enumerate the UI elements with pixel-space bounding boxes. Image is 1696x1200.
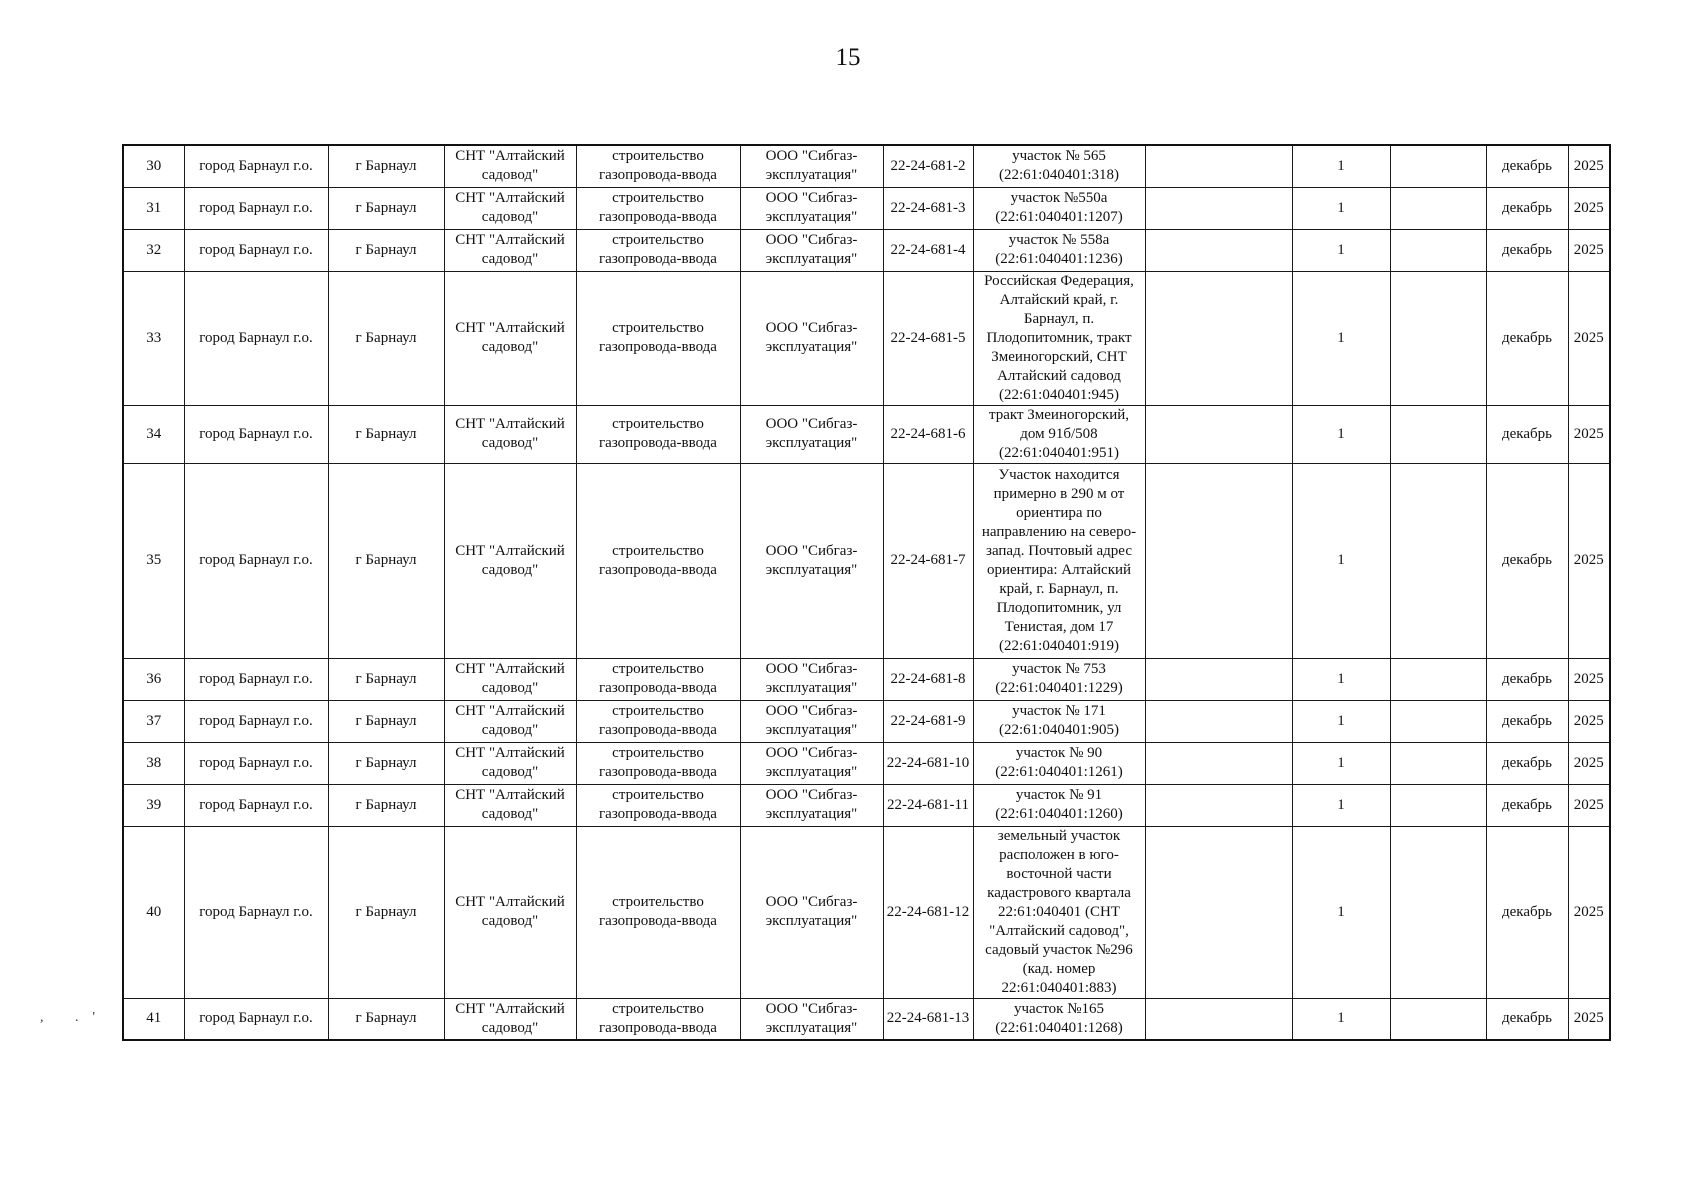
organization-cell: ООО "Сибгаз-эксплуатация" bbox=[740, 784, 883, 826]
work-type-cell: строительство газопровода-ввода bbox=[576, 742, 740, 784]
empty-cell bbox=[1390, 187, 1486, 229]
year-cell: 2025 bbox=[1568, 271, 1610, 405]
table-row bbox=[123, 700, 1610, 742]
empty-cell bbox=[1145, 145, 1292, 187]
year-cell: 2025 bbox=[1568, 998, 1610, 1040]
month-cell: декабрь bbox=[1486, 145, 1568, 187]
year-cell: 2025 bbox=[1568, 405, 1610, 463]
row-number-cell: 34 bbox=[123, 405, 184, 463]
location-cell: СНТ "Алтайский садовод" bbox=[444, 271, 576, 405]
table-row bbox=[123, 271, 1610, 405]
row-number-cell: 38 bbox=[123, 742, 184, 784]
location-cell: СНТ "Алтайский садовод" bbox=[444, 229, 576, 271]
municipality-cell: город Барнаул г.о. bbox=[184, 463, 328, 658]
row-number-cell: 32 bbox=[123, 229, 184, 271]
row-number-cell: 30 bbox=[123, 145, 184, 187]
settlement-cell: г Барнаул bbox=[328, 784, 444, 826]
code-cell: 22-24-681-6 bbox=[883, 405, 973, 463]
address-cell: участок № 753 (22:61:040401:1229) bbox=[973, 658, 1145, 700]
organization-cell: ООО "Сибгаз-эксплуатация" bbox=[740, 463, 883, 658]
month-cell: декабрь bbox=[1486, 742, 1568, 784]
empty-cell bbox=[1145, 784, 1292, 826]
municipality-cell: город Барнаул г.о. bbox=[184, 700, 328, 742]
address-cell: участок № 90 (22:61:040401:1261) bbox=[973, 742, 1145, 784]
row-number-cell: 40 bbox=[123, 826, 184, 998]
empty-cell bbox=[1390, 998, 1486, 1040]
table-row bbox=[123, 229, 1610, 271]
settlement-cell: г Барнаул bbox=[328, 742, 444, 784]
code-cell: 22-24-681-3 bbox=[883, 187, 973, 229]
location-cell: СНТ "Алтайский садовод" bbox=[444, 784, 576, 826]
month-cell: декабрь bbox=[1486, 463, 1568, 658]
address-cell: земельный участок расположен в юго-восточной части кадастрового квартала 22:61:040401 (СНТ "Алтайский садовод", садовый участок №296 (кад. номер 22:61:040401:883) bbox=[973, 826, 1145, 998]
empty-cell bbox=[1390, 463, 1486, 658]
address-cell: участок №550а (22:61:040401:1207) bbox=[973, 187, 1145, 229]
work-type-cell: строительство газопровода-ввода bbox=[576, 145, 740, 187]
empty-cell bbox=[1145, 405, 1292, 463]
month-cell: декабрь bbox=[1486, 784, 1568, 826]
organization-cell: ООО "Сибгаз-эксплуатация" bbox=[740, 187, 883, 229]
year-cell: 2025 bbox=[1568, 463, 1610, 658]
settlement-cell: г Барнаул bbox=[328, 405, 444, 463]
municipality-cell: город Барнаул г.о. bbox=[184, 998, 328, 1040]
organization-cell: ООО "Сибгаз-эксплуатация" bbox=[740, 405, 883, 463]
work-type-cell: строительство газопровода-ввода bbox=[576, 658, 740, 700]
location-cell: СНТ "Алтайский садовод" bbox=[444, 145, 576, 187]
month-cell: декабрь bbox=[1486, 271, 1568, 405]
year-cell: 2025 bbox=[1568, 229, 1610, 271]
work-type-cell: строительство газопровода-ввода bbox=[576, 700, 740, 742]
table-row bbox=[123, 784, 1610, 826]
stray-marks: , .' bbox=[40, 1010, 110, 1025]
empty-cell bbox=[1145, 271, 1292, 405]
empty-cell bbox=[1390, 658, 1486, 700]
quantity-cell: 1 bbox=[1292, 187, 1390, 229]
empty-cell bbox=[1145, 826, 1292, 998]
quantity-cell: 1 bbox=[1292, 229, 1390, 271]
location-cell: СНТ "Алтайский садовод" bbox=[444, 998, 576, 1040]
quantity-cell: 1 bbox=[1292, 463, 1390, 658]
empty-cell bbox=[1390, 145, 1486, 187]
address-cell: участок № 171 (22:61:040401:905) bbox=[973, 700, 1145, 742]
year-cell: 2025 bbox=[1568, 145, 1610, 187]
municipality-cell: город Барнаул г.о. bbox=[184, 229, 328, 271]
organization-cell: ООО "Сибгаз-эксплуатация" bbox=[740, 271, 883, 405]
table-row bbox=[123, 187, 1610, 229]
empty-cell bbox=[1390, 271, 1486, 405]
municipality-cell: город Барнаул г.о. bbox=[184, 145, 328, 187]
code-cell: 22-24-681-7 bbox=[883, 463, 973, 658]
month-cell: декабрь bbox=[1486, 229, 1568, 271]
settlement-cell: г Барнаул bbox=[328, 998, 444, 1040]
settlement-cell: г Барнаул bbox=[328, 187, 444, 229]
empty-cell bbox=[1145, 229, 1292, 271]
work-type-cell: строительство газопровода-ввода bbox=[576, 463, 740, 658]
quantity-cell: 1 bbox=[1292, 826, 1390, 998]
work-type-cell: строительство газопровода-ввода bbox=[576, 998, 740, 1040]
address-cell: тракт Змеиногорский, дом 91б/508 (22:61:040401:951) bbox=[973, 405, 1145, 463]
municipality-cell: город Барнаул г.о. bbox=[184, 187, 328, 229]
month-cell: декабрь bbox=[1486, 826, 1568, 998]
empty-cell bbox=[1145, 742, 1292, 784]
quantity-cell: 1 bbox=[1292, 784, 1390, 826]
work-type-cell: строительство газопровода-ввода bbox=[576, 826, 740, 998]
table-row bbox=[123, 998, 1610, 1040]
empty-cell bbox=[1145, 658, 1292, 700]
organization-cell: ООО "Сибгаз-эксплуатация" bbox=[740, 998, 883, 1040]
address-cell: участок №165 (22:61:040401:1268) bbox=[973, 998, 1145, 1040]
location-cell: СНТ "Алтайский садовод" bbox=[444, 700, 576, 742]
row-number-cell: 39 bbox=[123, 784, 184, 826]
municipality-cell: город Барнаул г.о. bbox=[184, 271, 328, 405]
month-cell: декабрь bbox=[1486, 187, 1568, 229]
organization-cell: ООО "Сибгаз-эксплуатация" bbox=[740, 145, 883, 187]
address-cell: участок № 91 (22:61:040401:1260) bbox=[973, 784, 1145, 826]
code-cell: 22-24-681-10 bbox=[883, 742, 973, 784]
empty-cell bbox=[1390, 784, 1486, 826]
location-cell: СНТ "Алтайский садовод" bbox=[444, 658, 576, 700]
work-type-cell: строительство газопровода-ввода bbox=[576, 405, 740, 463]
code-cell: 22-24-681-9 bbox=[883, 700, 973, 742]
empty-cell bbox=[1390, 700, 1486, 742]
municipality-cell: город Барнаул г.о. bbox=[184, 826, 328, 998]
code-cell: 22-24-681-2 bbox=[883, 145, 973, 187]
code-cell: 22-24-681-5 bbox=[883, 271, 973, 405]
code-cell: 22-24-681-11 bbox=[883, 784, 973, 826]
location-cell: СНТ "Алтайский садовод" bbox=[444, 405, 576, 463]
table-row bbox=[123, 742, 1610, 784]
organization-cell: ООО "Сибгаз-эксплуатация" bbox=[740, 658, 883, 700]
month-cell: декабрь bbox=[1486, 700, 1568, 742]
year-cell: 2025 bbox=[1568, 826, 1610, 998]
settlement-cell: г Барнаул bbox=[328, 271, 444, 405]
municipality-cell: город Барнаул г.о. bbox=[184, 742, 328, 784]
table-row bbox=[123, 463, 1610, 658]
quantity-cell: 1 bbox=[1292, 658, 1390, 700]
year-cell: 2025 bbox=[1568, 742, 1610, 784]
empty-cell bbox=[1145, 998, 1292, 1040]
quantity-cell: 1 bbox=[1292, 271, 1390, 405]
empty-cell bbox=[1390, 405, 1486, 463]
table-row bbox=[123, 826, 1610, 998]
year-cell: 2025 bbox=[1568, 187, 1610, 229]
row-number-cell: 36 bbox=[123, 658, 184, 700]
settlement-cell: г Барнаул bbox=[328, 826, 444, 998]
month-cell: декабрь bbox=[1486, 405, 1568, 463]
organization-cell: ООО "Сибгаз-эксплуатация" bbox=[740, 742, 883, 784]
municipality-cell: город Барнаул г.о. bbox=[184, 784, 328, 826]
work-type-cell: строительство газопровода-ввода bbox=[576, 187, 740, 229]
organization-cell: ООО "Сибгаз-эксплуатация" bbox=[740, 229, 883, 271]
row-number-cell: 31 bbox=[123, 187, 184, 229]
row-number-cell: 33 bbox=[123, 271, 184, 405]
quantity-cell: 1 bbox=[1292, 405, 1390, 463]
settlement-cell: г Барнаул bbox=[328, 463, 444, 658]
table-row bbox=[123, 658, 1610, 700]
settlement-cell: г Барнаул bbox=[328, 700, 444, 742]
month-cell: декабрь bbox=[1486, 658, 1568, 700]
empty-cell bbox=[1390, 742, 1486, 784]
table-row bbox=[123, 145, 1610, 187]
table-body bbox=[123, 145, 1610, 1040]
address-cell: Российская Федерация, Алтайский край, г. Барнаул, п. Плодопитомник, тракт Змеиногорский, СНТ Алтайский садовод (22:61:040401:945) bbox=[973, 271, 1145, 405]
municipality-cell: город Барнаул г.о. bbox=[184, 405, 328, 463]
code-cell: 22-24-681-12 bbox=[883, 826, 973, 998]
work-type-cell: строительство газопровода-ввода bbox=[576, 229, 740, 271]
location-cell: СНТ "Алтайский садовод" bbox=[444, 463, 576, 658]
work-type-cell: строительство газопровода-ввода bbox=[576, 271, 740, 405]
year-cell: 2025 bbox=[1568, 784, 1610, 826]
month-cell: декабрь bbox=[1486, 998, 1568, 1040]
quantity-cell: 1 bbox=[1292, 145, 1390, 187]
empty-cell bbox=[1145, 700, 1292, 742]
row-number-cell: 35 bbox=[123, 463, 184, 658]
organization-cell: ООО "Сибгаз-эксплуатация" bbox=[740, 700, 883, 742]
location-cell: СНТ "Алтайский садовод" bbox=[444, 826, 576, 998]
address-cell: участок № 565 (22:61:040401:318) bbox=[973, 145, 1145, 187]
address-cell: Участок находится примерно в 290 м от ориентира по направлению на северо-запад. Почтовый адрес ориентира: Алтайский край, г. Барнаул, п. Плодопитомник, ул Тенистая, дом 17 (22:61:040401:919) bbox=[973, 463, 1145, 658]
settlement-cell: г Барнаул bbox=[328, 145, 444, 187]
page-number: 15 bbox=[835, 44, 861, 71]
row-number-cell: 41 bbox=[123, 998, 184, 1040]
organization-cell: ООО "Сибгаз-эксплуатация" bbox=[740, 826, 883, 998]
empty-cell bbox=[1145, 463, 1292, 658]
code-cell: 22-24-681-8 bbox=[883, 658, 973, 700]
municipality-cell: город Барнаул г.о. bbox=[184, 658, 328, 700]
quantity-cell: 1 bbox=[1292, 742, 1390, 784]
quantity-cell: 1 bbox=[1292, 998, 1390, 1040]
row-number-cell: 37 bbox=[123, 700, 184, 742]
code-cell: 22-24-681-13 bbox=[883, 998, 973, 1040]
empty-cell bbox=[1390, 826, 1486, 998]
quantity-cell: 1 bbox=[1292, 700, 1390, 742]
address-cell: участок № 558а (22:61:040401:1236) bbox=[973, 229, 1145, 271]
year-cell: 2025 bbox=[1568, 700, 1610, 742]
location-cell: СНТ "Алтайский садовод" bbox=[444, 187, 576, 229]
year-cell: 2025 bbox=[1568, 658, 1610, 700]
code-cell: 22-24-681-4 bbox=[883, 229, 973, 271]
empty-cell bbox=[1145, 187, 1292, 229]
work-type-cell: строительство газопровода-ввода bbox=[576, 784, 740, 826]
gas-connection-table bbox=[122, 144, 1611, 1041]
empty-cell bbox=[1390, 229, 1486, 271]
table-row bbox=[123, 405, 1610, 463]
location-cell: СНТ "Алтайский садовод" bbox=[444, 742, 576, 784]
settlement-cell: г Барнаул bbox=[328, 229, 444, 271]
settlement-cell: г Барнаул bbox=[328, 658, 444, 700]
